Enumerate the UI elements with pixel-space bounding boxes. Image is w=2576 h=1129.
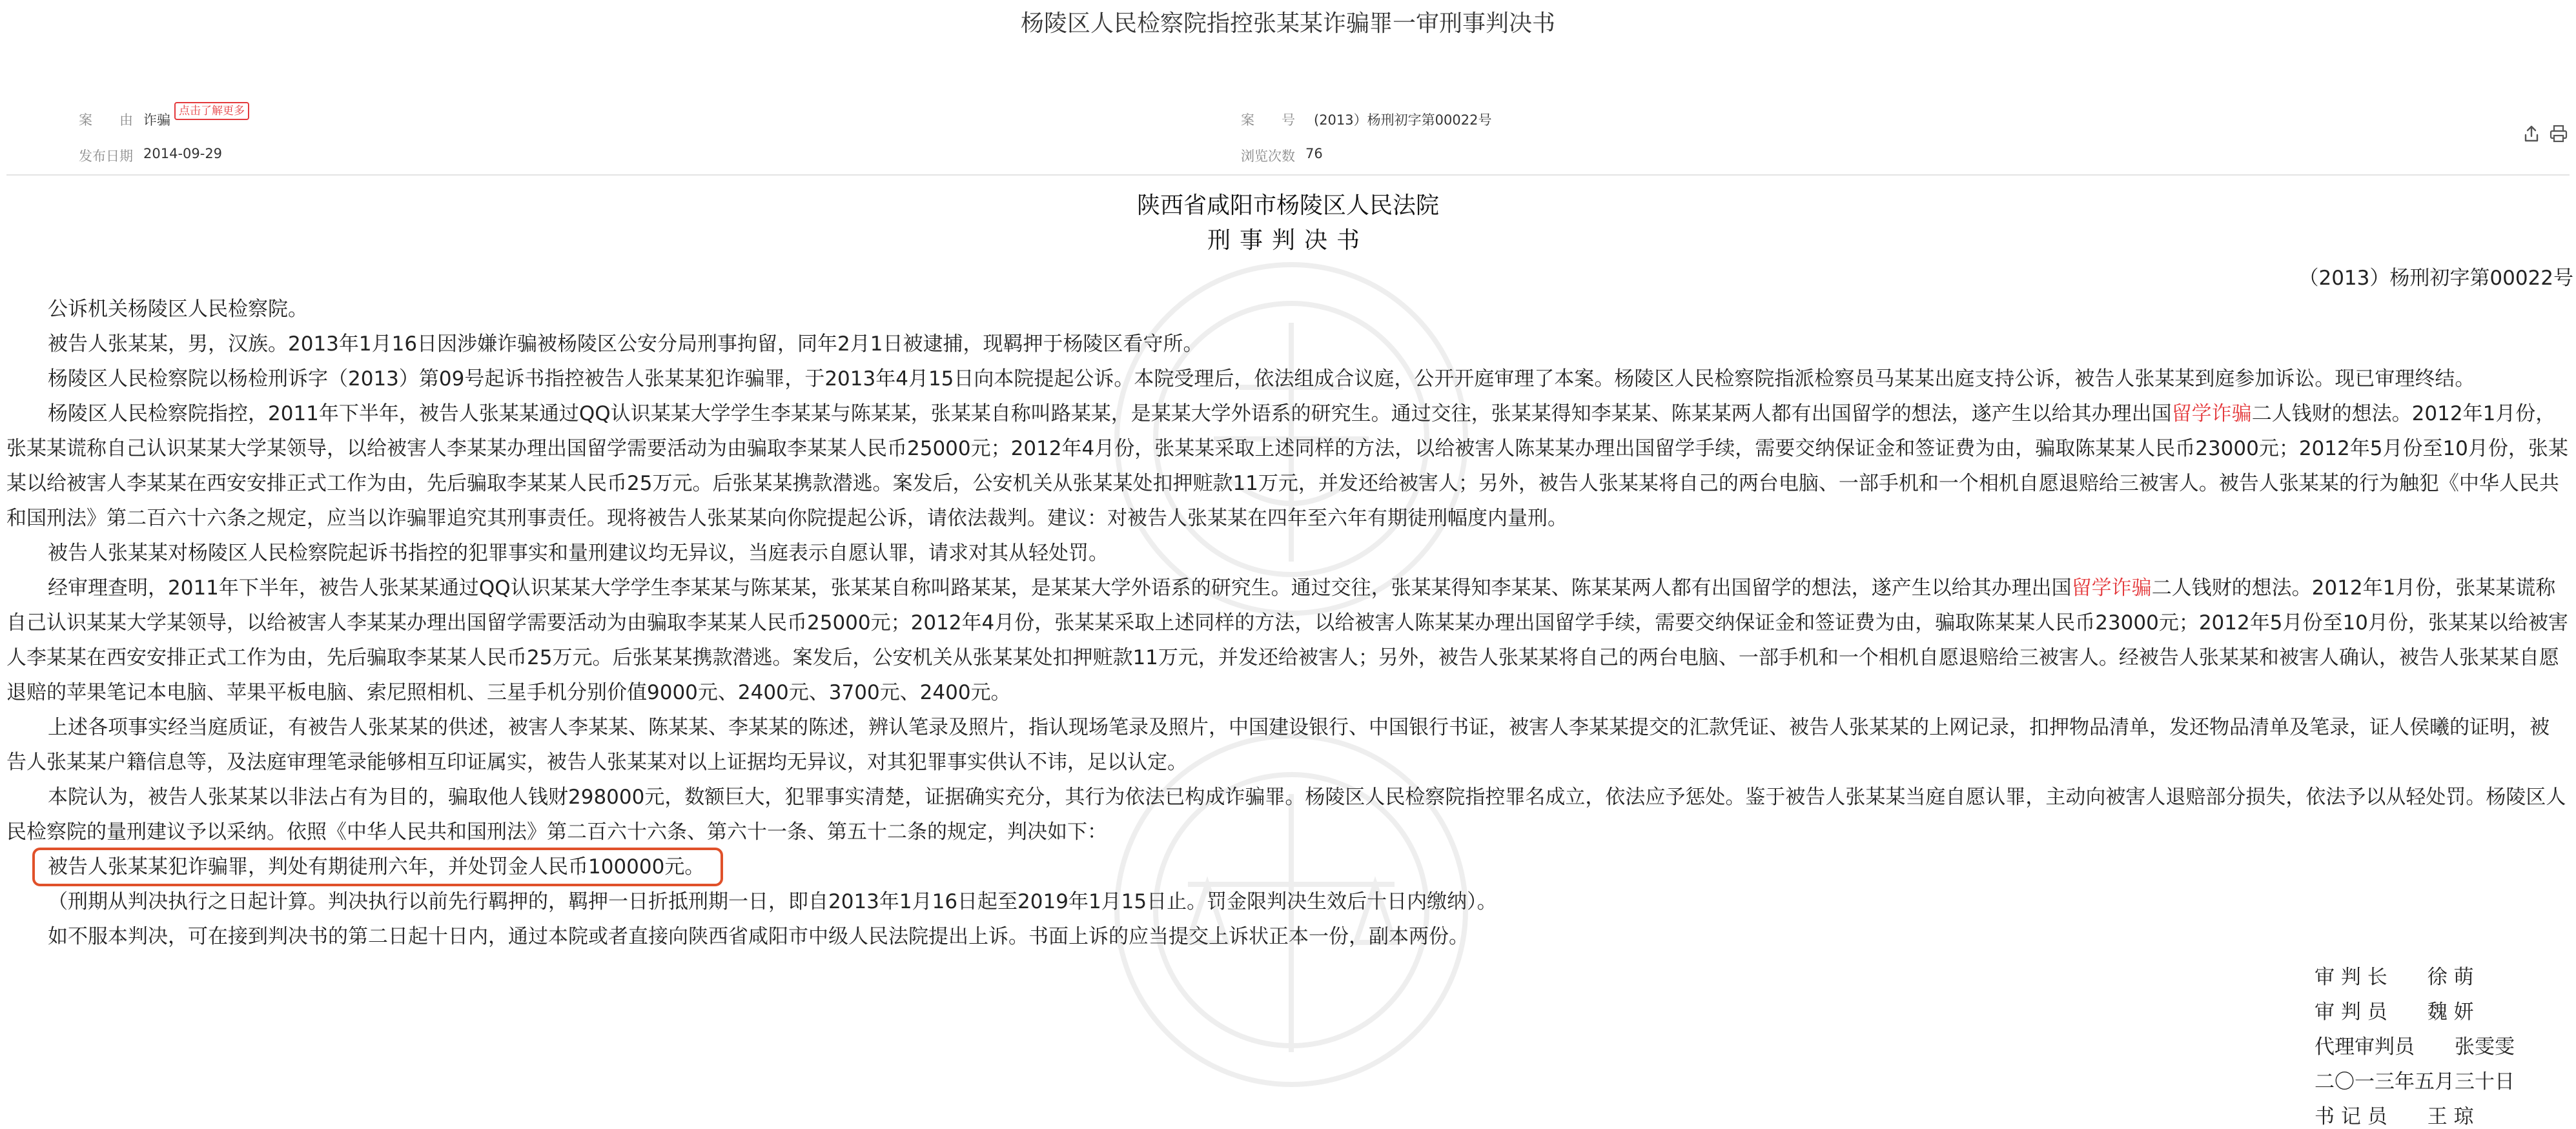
publish-date-label: 发布日期 (79, 148, 133, 164)
learn-more-badge[interactable]: 点击了解更多 (174, 102, 249, 120)
document-type: 刑事判决书 (1207, 227, 1369, 254)
case-number-right: （2013）杨刑初字第00022号 (2298, 267, 2573, 290)
signature-acting-judge: 代理审判员 张雯雯 (2315, 1035, 2515, 1059)
case-number-value: (2013）杨刑初字第00022号 (1314, 112, 1492, 128)
signature-chief-judge: 审 判 长 徐 萌 (2315, 966, 2474, 989)
findings-text-a: 经审理查明，2011年下半年，被告人张某某通过QQ认识某某大学学生李某某与陈某某，张某某自称叫路某某，是某某大学外语系的研究生。通过交往，张某某得知李某某、陈某某两人都有出国留学的想法，遂产生以给其办理出国 (48, 576, 2072, 600)
judgment-body (6, 292, 2568, 954)
paragraph-verdict: 被告人张某某犯诈骗罪，判处有期徒刑六年，并处罚金人民币100000元。 (48, 855, 705, 879)
paragraph-prosecutor: 公诉机关杨陵区人民检察院。 (48, 298, 308, 321)
publish-date-value: 2014-09-29 (143, 146, 223, 161)
share-icon[interactable] (2522, 124, 2541, 143)
court-name: 陕西省咸阳市杨陵区人民法院 (1136, 192, 1439, 219)
views-value: 76 (1305, 146, 1323, 161)
signature-clerk: 书 记 员 王 琼 (2315, 1105, 2474, 1128)
paragraph-reasoning: 本院认为，被告人张某某以非法占有为目的，骗取他人钱财298000元，数额巨大，犯罪事实清楚，证据确实充分，其行为依法已构成诈骗罪。杨陵区人民检察院指控罪名成立，依法应予惩处。鉴于被告人张某某当庭自愿认罪，主动向被害人退赔部分损失，依法予以从轻处罚。杨陵区人民检察院的量刑建议予以采纳。依照《中华人民共和国刑法》第二百六十六条、第六十一条、第五十二条的规定，判决如下： (6, 786, 2566, 844)
keyword-link[interactable]: 留学诈骗 (2071, 576, 2152, 600)
paragraph-sentence-term: （刑期从判决执行之日起计算。判决执行以前先行羁押的，羁押一日折抵刑期一日，即自2013年1月16日起至2019年1月15日止。罚金限判决生效后十日内缴纳）。 (48, 890, 1497, 913)
cause-label: 案 由 (79, 112, 133, 128)
paragraph-procedure: 杨陵区人民检察院以杨检刑诉字（2013）第09号起诉书指控被告人张某某犯诈骗罪，于2013年4月15日向本院提起公诉。本院受理后，依法组成合议庭，公开开庭审理了本案。杨陵区人民检察院指派检察员马某某出庭支持公诉，被告人张某某到庭参加诉讼。现已审理终结。 (48, 367, 2475, 391)
keyword-link[interactable]: 留学诈骗 (2171, 402, 2252, 425)
page-title: 杨陵区人民检察院指控张某某诈骗罪一审刑事判决书 (1020, 10, 1555, 37)
findings-text-b: 二人钱财的想法。2012年1月份，张某某谎称自己认识某某大学某领导，以给被害人李某某办理出国留学需要活动为由骗取李某某人民币25000元；2012年4月份，张某某采取上述同样的方法，以给被害人陈某某办理出国留学手续，需要交纳保证金和签证费为由，骗取陈某某人民币23000元；2012年5月份至10月份，张某某以给被害人李某某在西安安排正式工作为由，先后骗取李某某人民币25万元。后张某某携款潜逃。案发后，公安机关从张某某处扣押赃款11万元，并发还给被害人；另外，被告人张某某将自己的两台电脑、一部手机和一个相机自愿退赔给三被害人。经被告人张某某和被害人确认，被告人张某某自愿退赔的苹果笔记本电脑、苹果平板电脑、索尼照相机、三星手机分别价值9000元、2400元、3700元、2400元。 (6, 576, 2568, 704)
paragraph-defendant: 被告人张某某，男，汉族。2013年1月16日因涉嫌诈骗被杨陵区公安分局刑事拘留，同年2月1日被逮捕，现羁押于杨陵区看守所。 (48, 332, 1203, 356)
header-divider (6, 174, 2570, 176)
judgment-date: 二〇一三年五月三十日 (2315, 1070, 2515, 1093)
paragraph-plea: 被告人张某某对杨陵区人民检察院起诉书指控的犯罪事实和量刑建议均无异议，当庭表示自愿认罪，请求对其从轻处罚。 (48, 542, 1109, 565)
paragraph-evidence: 上述各项事实经当庭质证，有被告人张某某的供述，被害人李某某、陈某某、李某某的陈述，辨认笔录及照片，指认现场笔录及照片，中国建设银行、中国银行书证，被害人李某某提交的汇款凭证、被告人张某某的上网记录，扣押物品清单，发还物品清单及笔录，证人侯曦的证明，被告人张某某户籍信息等，及法庭审理笔录能够相互印证属实，被告人张某某对以上证据均无异议，对其犯罪事实供认不讳，足以认定。 (6, 716, 2550, 774)
case-number-label: 案 号 (1241, 112, 1295, 128)
signature-judge: 审 判 员 魏 妍 (2315, 1001, 2474, 1024)
paragraph-appeal: 如不服本判决，可在接到判决书的第二日起十日内，通过本院或者直接向陕西省咸阳市中级人民法院提出上诉。书面上诉的应当提交上诉状正本一份，副本两份。 (48, 925, 1469, 948)
cause-value[interactable]: 诈骗 (143, 112, 170, 128)
paragraph-indictment (6, 396, 2568, 536)
print-icon[interactable] (2549, 124, 2568, 143)
paragraph-findings (6, 571, 2568, 710)
indictment-text-a: 杨陵区人民检察院指控，2011年下半年，被告人张某某通过QQ认识某某大学学生李某某与陈某某，张某某自称叫路某某，是某某大学外语系的研究生。通过交往，张某某得知李某某、陈某某两人都有出国留学的想法，遂产生以给其办理出国 (48, 402, 2172, 425)
indictment-text-b: 二人钱财的想法。2012年1月份，张某某谎称自己认识某某大学某领导，以给被害人李某某办理出国留学需要活动为由骗取李某某人民币25000元；2012年4月份，张某某采取上述同样的方法，以给被害人陈某某办理出国留学手续，需要交纳保证金和签证费为由，骗取陈某某人民币23000元；2012年5月份至10月份，张某某以给被害人李某某在西安安排正式工作为由，先后骗取李某某人民币25万元。后张某某携款潜逃。案发后，公安机关从张某某处扣押赃款11万元，并发还给被害人；另外，被告人张某某将自己的两台电脑、一部手机和一个相机自愿退赔给三被害人。被告人张某某的行为触犯《中华人民共和国刑法》第二百六十六条之规定，应当以诈骗罪追究其刑事责任。现将被告人张某某向你院提起公诉，请依法裁判。建议：对被告人张某某在四年至六年有期徒刑幅度内量刑。 (6, 402, 2568, 530)
views-label: 浏览次数 (1241, 148, 1295, 164)
